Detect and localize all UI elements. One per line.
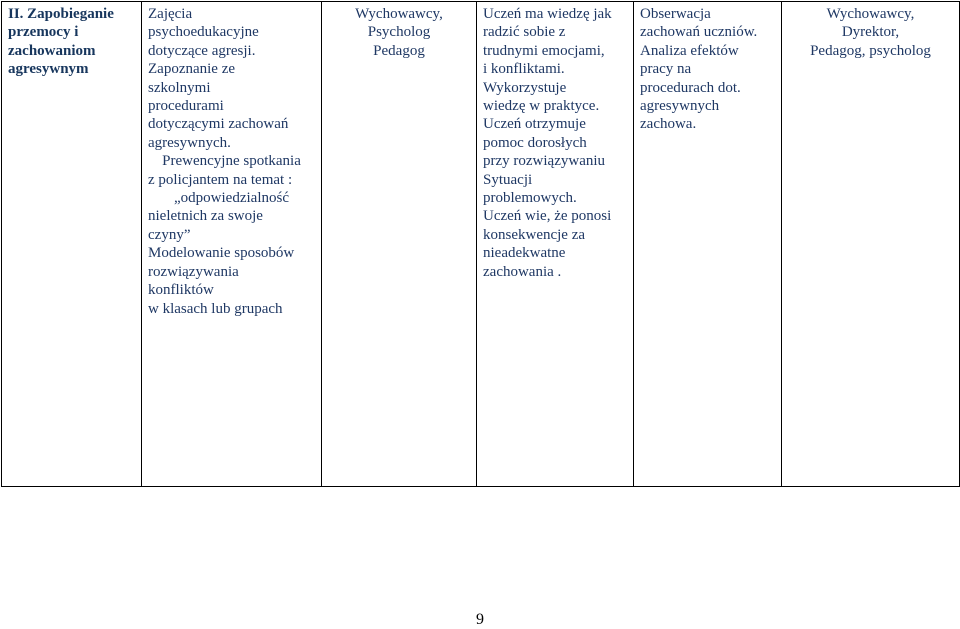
outcomes-line: konsekwencje za bbox=[483, 226, 586, 243]
plan-table bbox=[1, 1, 960, 487]
outcomes-line: Wykorzystuje bbox=[483, 79, 567, 96]
activities-line: Zajęcia bbox=[148, 6, 193, 22]
activities-line: konfliktów bbox=[148, 282, 214, 299]
activities-line: dotyczącymi zachowań bbox=[148, 116, 289, 133]
evaluation-line: zachowa. bbox=[640, 116, 697, 133]
outcomes-line: radzić sobie z bbox=[483, 24, 566, 41]
responsible-line: Wychowawcy, bbox=[355, 6, 443, 22]
responsible-line: Psycholog bbox=[367, 24, 431, 41]
section-title: II. Zapobieganie przemocy i zachowaniom agresywnym bbox=[8, 6, 114, 78]
responsible-cell bbox=[322, 2, 477, 487]
outcomes-line: pomoc dorosłych bbox=[483, 134, 587, 151]
section-title-cell bbox=[2, 2, 142, 487]
outcomes-cell bbox=[477, 2, 634, 487]
activities-line: „odpowiedzialność bbox=[174, 190, 289, 207]
outcomes-line: wiedzę w praktyce. bbox=[483, 98, 600, 115]
evaluation-line: Analiza efektów bbox=[640, 42, 739, 59]
outcomes-line: zachowania . bbox=[483, 263, 562, 280]
evaluation-line: Obserwacja bbox=[640, 6, 711, 22]
outcomes-line: nieadekwatne bbox=[483, 245, 566, 262]
activities-line: z policjantem na temat : bbox=[148, 171, 293, 188]
activities-line: Modelowanie sposobów bbox=[148, 245, 295, 262]
activities-line: dotyczące agresji. bbox=[148, 42, 256, 59]
activities-line: procedurami bbox=[148, 98, 224, 115]
activities-line: nieletnich za swoje bbox=[148, 208, 263, 225]
evaluators-line: Pedagog, psycholog bbox=[810, 42, 931, 59]
page-number: 9 bbox=[476, 611, 484, 628]
activities-line: w klasach lub grupach bbox=[148, 300, 283, 317]
evaluators-line: Wychowawcy, bbox=[826, 6, 915, 22]
activities-line: Zapoznanie ze bbox=[148, 61, 236, 78]
activities-line: czyny” bbox=[148, 226, 191, 243]
outcomes-line: problemowych. bbox=[483, 190, 577, 207]
evaluation-line: agresywnych bbox=[640, 98, 720, 115]
evaluators-line: Dyrektor, bbox=[841, 24, 900, 41]
outcomes-line: Sytuacji bbox=[483, 171, 533, 188]
evaluation-line: procedurach dot. bbox=[640, 79, 741, 96]
outcomes-line: Uczeń wie, że ponosi bbox=[483, 208, 612, 225]
evaluation-cell bbox=[634, 2, 782, 487]
activities-line: psychoedukacyjne bbox=[148, 24, 259, 41]
activities-line: Prewencyjne spotkania bbox=[162, 153, 301, 170]
activities-line: agresywnych. bbox=[148, 134, 231, 151]
evaluation-line: pracy na bbox=[640, 61, 692, 78]
outcomes-line: i konfliktami. bbox=[483, 61, 565, 78]
evaluation-line: zachowań uczniów. bbox=[640, 24, 758, 41]
outcomes-line: Uczeń ma wiedzę jak bbox=[483, 6, 612, 22]
responsible-line: Pedagog bbox=[373, 42, 425, 59]
activities-line: rozwiązywania bbox=[148, 263, 239, 280]
outcomes-line: przy rozwiązywaniu bbox=[483, 153, 606, 170]
outcomes-line: trudnymi emocjami, bbox=[483, 42, 605, 59]
evaluators-cell bbox=[782, 2, 960, 487]
outcomes-line: Uczeń otrzymuje bbox=[483, 116, 586, 133]
activities-line: szkolnymi bbox=[148, 79, 211, 96]
activities-cell bbox=[142, 2, 322, 487]
table-row bbox=[2, 2, 960, 487]
